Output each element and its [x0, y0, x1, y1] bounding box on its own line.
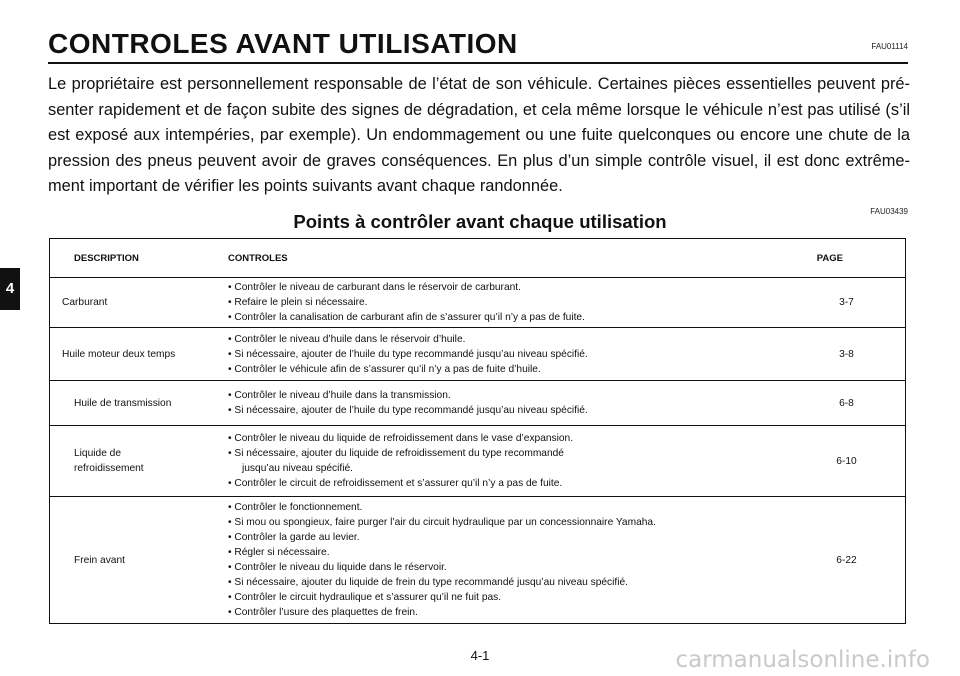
row-page: 3-8	[839, 348, 854, 360]
control-item: • Contrôler le niveau d’huile dans la transmission.	[228, 390, 451, 401]
row-description	[50, 426, 228, 496]
control-item: • Contrôler le véhicule afin de s’assurer qu’il n’y a pas de fuite d’huile.	[228, 363, 541, 375]
header-description: DESCRIPTION	[74, 252, 139, 264]
control-item: • Si nécessaire, ajouter du liquide de frein du type recommandé jusqu’au niveau spécifié.	[228, 577, 628, 588]
header-page: PAGE	[816, 252, 843, 264]
watermark-logo: carmanualsonline.info	[675, 647, 930, 673]
row-page: 3-7	[839, 296, 854, 308]
control-item: • Si nécessaire, ajouter du liquide de refroidissement du type recommandé	[228, 448, 564, 459]
control-item: • Contrôler le circuit de refroidissement et s’assurer qu’il n’y a pas de fuite.	[228, 478, 563, 489]
description-line: Liquide de	[74, 448, 122, 459]
control-item: • Refaire le plein si nécessaire.	[228, 296, 368, 308]
chapter-tab: 4	[0, 268, 20, 310]
title-divider	[48, 62, 908, 64]
control-item: • Contrôler l’usure des plaquettes de frein.	[228, 607, 418, 618]
row-controls	[228, 328, 788, 380]
control-item: • Contrôler le niveau du liquide dans le réservoir.	[228, 562, 447, 573]
section-reference-code: FAU03439	[870, 207, 908, 216]
intro-paragraph: Le propriétaire est personnellement responsable de l’état de son véhicule. Certaines pièces essentielles peuvent pré-senter rapidement et de façon subite des signes de dégradation, et cela même lorsque le véhicule n’est pas utilisé (s’il est exposé aux intempéries, par exemple). Un endommagement ou une fuite quelconques ou encore une chute de la pression des pneus peuvent avoir de graves conséquences. En plus d’un simple contrôle visuel, il est donc extrême-ment important de vérifier les points suivants avant chaque randonnée.	[48, 75, 910, 195]
control-item: • Si nécessaire, ajouter de l’huile du type recommandé jusqu’au niveau spécifié.	[228, 405, 588, 416]
table-row	[50, 497, 905, 623]
control-item: • Si nécessaire, ajouter de l’huile du type recommandé jusqu’au niveau spécifié.	[228, 348, 588, 360]
row-description: Carburant	[62, 296, 108, 308]
row-page: 6-22	[836, 554, 857, 566]
control-item: • Contrôler le niveau de carburant dans le réservoir de carburant.	[228, 281, 521, 293]
page-number: 4-1	[470, 648, 490, 663]
row-page: 6-8	[839, 397, 854, 409]
page-title: CONTROLES AVANT UTILISATION	[48, 28, 518, 59]
row-controls	[228, 497, 788, 623]
table-row	[50, 381, 905, 426]
row-controls	[228, 381, 788, 425]
table-row	[50, 426, 905, 497]
section-title: Points à contrôler avant chaque utilisation	[293, 211, 667, 232]
control-item: • Contrôler le niveau d’huile dans le réservoir d’huile.	[228, 333, 466, 345]
control-item: • Contrôler le circuit hydraulique et s’assurer qu’il ne fuit pas.	[228, 592, 502, 603]
control-item: jusqu’au niveau spécifié.	[242, 463, 354, 474]
control-item: • Régler si nécessaire.	[228, 547, 330, 558]
row-controls	[228, 277, 788, 327]
control-item: • Contrôler la canalisation de carburant afin de s’assurer qu’il n’y a pas de fuite.	[228, 311, 585, 323]
row-description: Huile de transmission	[74, 397, 172, 409]
control-item: • Contrôler le niveau du liquide de refroidissement dans le vase d’expansion.	[228, 433, 574, 444]
title-reference-code: FAU01114	[871, 42, 908, 51]
description-line: refroidissement	[74, 463, 144, 474]
row-description: Huile moteur deux temps	[62, 348, 176, 360]
table-row	[50, 277, 905, 328]
control-item: • Contrôler le fonctionnement.	[228, 502, 363, 513]
row-page: 6-10	[836, 455, 857, 467]
table-header-row	[50, 239, 905, 278]
header-controls: CONTROLES	[228, 252, 288, 264]
control-item: • Contrôler la garde au levier.	[228, 532, 360, 543]
table-row	[50, 328, 905, 381]
header	[48, 28, 908, 62]
row-description: Frein avant	[74, 554, 125, 566]
row-controls	[228, 426, 788, 496]
checklist-table	[49, 238, 906, 624]
control-item: • Si mou ou spongieux, faire purger l’air du circuit hydraulique par un concessionnaire Yamaha.	[228, 517, 656, 528]
